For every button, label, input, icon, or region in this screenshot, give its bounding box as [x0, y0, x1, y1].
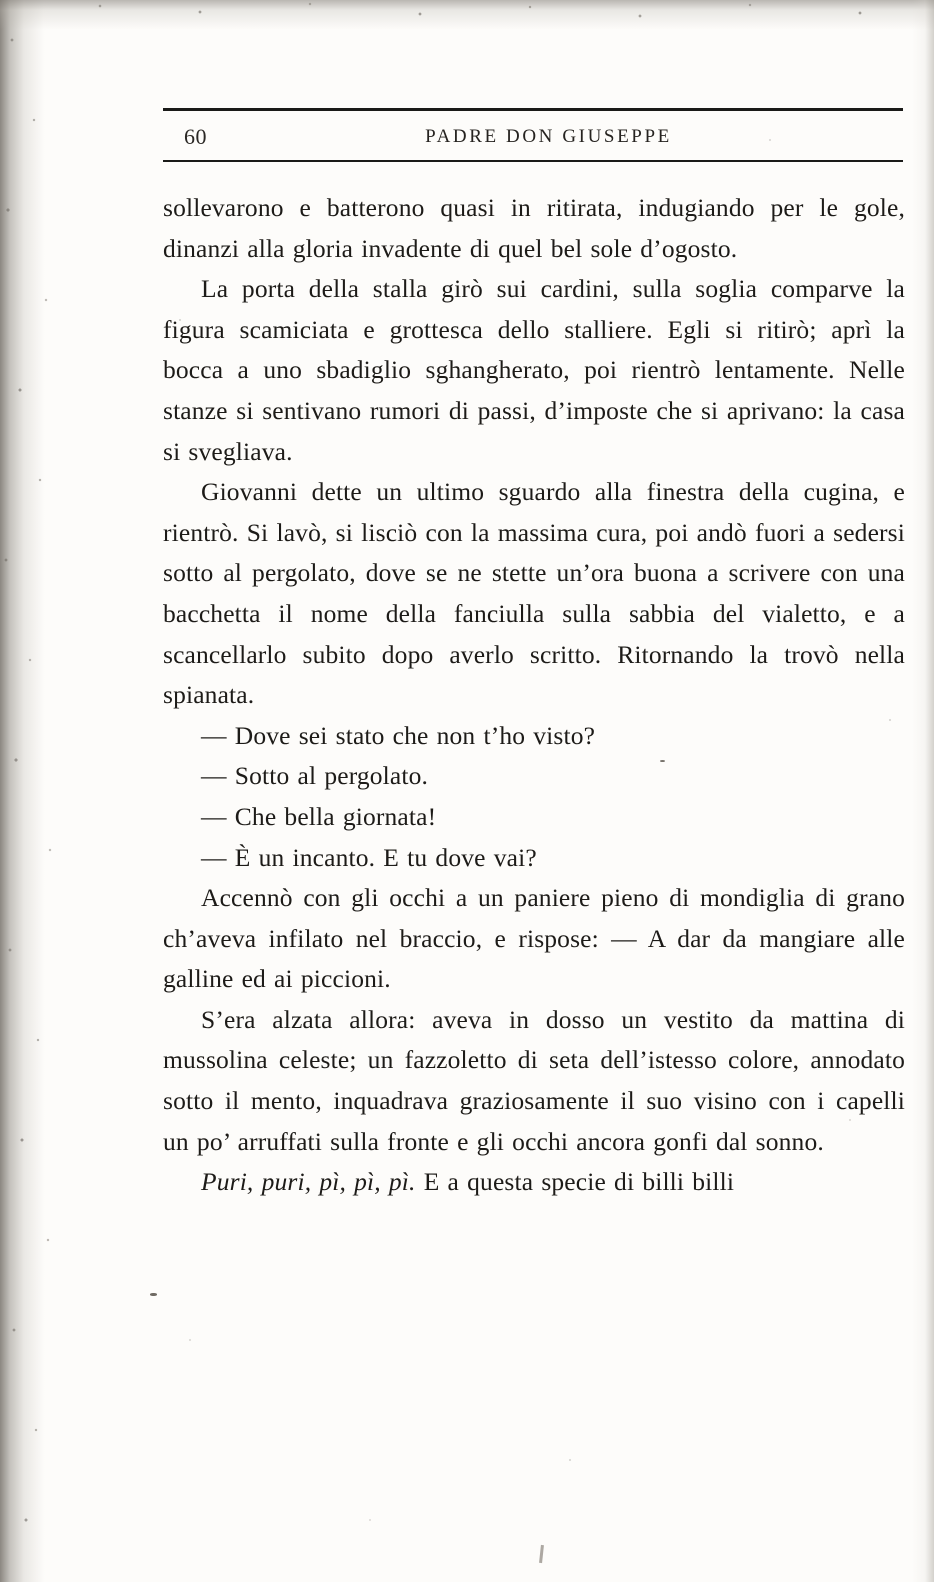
paragraph-last-rest: E a questa specie di billi billi: [415, 1167, 735, 1197]
page-header: [163, 122, 903, 152]
page-body-text: [163, 188, 905, 1203]
paragraph: La porta della stalla girò sui cardini, sulla soglia comparve la figura scamiciata e grottesca dello stalliere. Egli si ritirò; aprì la bocca a uno sbadiglio sghangherato, poi rientrò lentamente. Nelle stanze si sentivano rumori di passi, d’imposte che si aprivano: la casa si svegliava.: [163, 274, 905, 466]
scan-stray-mark: [539, 1545, 544, 1563]
scan-speckle-top: [60, 0, 934, 30]
italic-phrase: Puri, puri, pì, pì, pì.: [201, 1167, 416, 1197]
scan-stray-mark: [150, 1293, 157, 1296]
scan-shadow-top: [0, 0, 934, 34]
header-rule-top: [163, 108, 903, 111]
paragraph-last: [163, 1162, 905, 1203]
paragraph: Accennò con gli occhi a un paniere pieno di mondiglia di grano ch’aveva infilato nel braccio, e rispose: — A dar da mangiare alle galline ed ai piccioni.: [163, 883, 905, 994]
page-number: 60: [184, 124, 207, 149]
dialogue-line: — È un incanto. E tu dove vai?: [201, 842, 537, 872]
paragraph: Giovanni dette un ultimo sguardo alla finestra della cugina, e rientrò. Si lavò, si lisciò con la massima cura, poi andò fuori a sedersi sotto al pergolato, dove se ne stette un’ora buona a scrivere con una bacchetta il nome della fanciulla sulla sabbia del vialetto, e a scancellarlo subito dopo averlo scritto. Ritornando la trovò nella spianata.: [163, 477, 905, 710]
scan-shadow-left: [0, 0, 52, 1582]
running-head: PADRE DON GIUSEPPE: [425, 126, 672, 147]
dialogue-line: — Dove sei stato che non t’ho visto?: [201, 720, 596, 750]
paragraph-continuation: sollevarono e batterono quasi in ritirata, indugiando per le gole, dinanzi alla gloria invadente di quel bel sole d’ogosto.: [163, 193, 905, 263]
paragraph: S’era alzata allora: aveva in dosso un vestito da mattina di mussolina celeste; un fazzoletto di seta dell’istesso colore, annodato sotto il mento, inquadrava graziosamente il suo visino con i capelli un po’ arruffati sulla fronte e gli occhi ancora gonfi dal sonno.: [163, 1004, 905, 1156]
scan-shadow-right: [908, 0, 934, 1582]
dialogue-line: — Sotto al pergolato.: [201, 761, 429, 791]
scan-speckle-left: [0, 0, 70, 1582]
dialogue-line: — Che bella giornata!: [201, 801, 437, 831]
header-rule-bottom: [163, 160, 903, 162]
